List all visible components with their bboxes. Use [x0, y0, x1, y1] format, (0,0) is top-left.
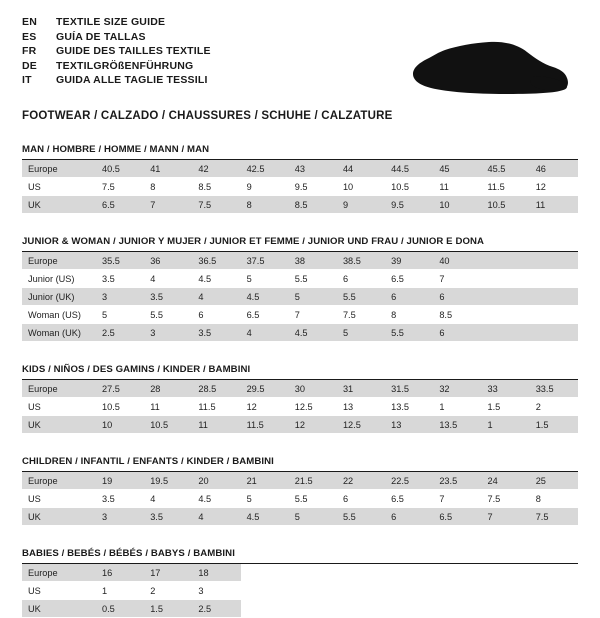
size-cell: 10.5 — [96, 398, 144, 416]
size-cell: 17 — [144, 564, 192, 582]
table-row — [22, 582, 578, 600]
table-row — [22, 288, 578, 306]
size-cell: 4 — [192, 508, 240, 526]
language-row — [22, 16, 211, 31]
size-cell: 10.5 — [482, 196, 530, 214]
size-cell: 25 — [530, 472, 578, 490]
size-cell: 38.5 — [337, 252, 385, 270]
size-cell — [289, 564, 337, 582]
size-cell: 5.5 — [385, 324, 433, 342]
size-cell: 5.5 — [337, 288, 385, 306]
size-cell — [241, 582, 289, 600]
size-cell: 5 — [337, 324, 385, 342]
size-cell: 5 — [289, 288, 337, 306]
size-cell: 21 — [241, 472, 289, 490]
size-cell: 37.5 — [241, 252, 289, 270]
size-cell — [530, 288, 578, 306]
table-row — [22, 490, 578, 508]
size-cell — [482, 582, 530, 600]
size-cell: 10.5 — [144, 416, 192, 434]
size-cell: 8 — [385, 306, 433, 324]
size-cell: 5.5 — [144, 306, 192, 324]
size-cell: 4.5 — [241, 288, 289, 306]
size-cell: 11.5 — [482, 178, 530, 196]
size-cell: 8 — [241, 196, 289, 214]
language-title: TEXTILE SIZE GUIDE — [56, 16, 166, 28]
size-cell: 3.5 — [96, 490, 144, 508]
size-cell — [530, 324, 578, 342]
size-cell: 35.5 — [96, 252, 144, 270]
size-cell: 10 — [433, 196, 481, 214]
size-cell: 4 — [241, 324, 289, 342]
size-cell: 19.5 — [144, 472, 192, 490]
table-row — [22, 160, 578, 178]
language-title: GUÍA DE TALLAS — [56, 30, 146, 43]
size-cell: 3 — [192, 582, 240, 600]
size-cell: 11.5 — [192, 398, 240, 416]
size-cell: 3.5 — [96, 270, 144, 288]
size-cell: 28 — [144, 380, 192, 398]
size-cell: 32 — [433, 380, 481, 398]
size-cell: 4.5 — [192, 270, 240, 288]
size-cell: 5.5 — [289, 270, 337, 288]
size-cell — [337, 564, 385, 582]
size-cell — [433, 600, 481, 618]
size-cell — [433, 564, 481, 582]
size-cell: 6.5 — [433, 508, 481, 526]
size-table — [22, 252, 578, 342]
size-cell: 12 — [530, 178, 578, 196]
size-cell: 3.5 — [144, 508, 192, 526]
size-cell: 31.5 — [385, 380, 433, 398]
size-cell: 7 — [482, 508, 530, 526]
size-cell: 6.5 — [96, 196, 144, 214]
table-row — [22, 306, 578, 324]
size-cell: 40 — [433, 252, 481, 270]
size-cell: 3.5 — [192, 324, 240, 342]
size-cell: 6 — [192, 306, 240, 324]
language-code: EN — [22, 16, 37, 28]
size-cell: 2.5 — [96, 324, 144, 342]
size-cell: 28.5 — [192, 380, 240, 398]
size-cell: 7.5 — [96, 178, 144, 196]
size-cell: 45.5 — [482, 160, 530, 178]
size-cell: 4.5 — [192, 490, 240, 508]
size-cell: 6 — [385, 508, 433, 526]
row-label: US — [22, 490, 96, 508]
size-cell — [337, 600, 385, 618]
size-cell: 33.5 — [530, 380, 578, 398]
row-label: US — [22, 398, 96, 416]
size-cell: 7 — [289, 306, 337, 324]
row-label: UK — [22, 416, 96, 434]
row-label: Junior (UK) — [22, 288, 96, 306]
size-cell: 2 — [144, 582, 192, 600]
size-cell: 7.5 — [482, 490, 530, 508]
size-cell: 9.5 — [385, 196, 433, 214]
table-row — [22, 416, 578, 434]
size-cell — [530, 306, 578, 324]
dress-shoe-icon — [385, 32, 570, 104]
size-cell: 45 — [433, 160, 481, 178]
size-cell: 5.5 — [289, 490, 337, 508]
size-cell: 7 — [433, 490, 481, 508]
size-cell — [482, 270, 530, 288]
language-row — [22, 60, 211, 75]
row-label: US — [22, 178, 96, 196]
row-label: Woman (US) — [22, 306, 96, 324]
size-cell: 18 — [192, 564, 240, 582]
size-cell — [289, 600, 337, 618]
size-cell — [530, 600, 578, 618]
size-cell: 20 — [192, 472, 240, 490]
language-row — [22, 74, 211, 89]
size-cell: 6.5 — [241, 306, 289, 324]
size-cell: 4.5 — [289, 324, 337, 342]
size-cell: 4 — [144, 270, 192, 288]
size-cell: 8.5 — [289, 196, 337, 214]
size-cell: 6 — [433, 324, 481, 342]
size-cell: 6 — [337, 490, 385, 508]
size-cell: 12 — [289, 416, 337, 434]
size-cell: 11 — [192, 416, 240, 434]
size-cell: 38 — [289, 252, 337, 270]
table-row — [22, 178, 578, 196]
row-label: UK — [22, 196, 96, 214]
size-cell: 29.5 — [241, 380, 289, 398]
size-cell: 33 — [482, 380, 530, 398]
size-cell: 5 — [241, 490, 289, 508]
size-table — [22, 160, 578, 214]
size-section — [22, 144, 578, 214]
size-cell: 1.5 — [530, 416, 578, 434]
size-cell: 7 — [144, 196, 192, 214]
size-cell: 6 — [337, 270, 385, 288]
size-cell: 40.5 — [96, 160, 144, 178]
size-cell: 41 — [144, 160, 192, 178]
size-cell: 11 — [530, 196, 578, 214]
size-cell: 6 — [433, 288, 481, 306]
row-label: Europe — [22, 380, 96, 398]
size-cell: 5 — [96, 306, 144, 324]
size-cell: 6.5 — [385, 270, 433, 288]
size-cell: 1 — [482, 416, 530, 434]
size-cell: 24 — [482, 472, 530, 490]
size-cell: 1 — [433, 398, 481, 416]
section-title: BABIES / BEBÉS / BÉBÉS / BABYS / BAMBINI — [22, 548, 578, 564]
size-cell: 8 — [144, 178, 192, 196]
size-cell: 12 — [241, 398, 289, 416]
table-row — [22, 398, 578, 416]
size-cell: 7 — [433, 270, 481, 288]
size-cell: 36.5 — [192, 252, 240, 270]
size-cell: 13 — [385, 416, 433, 434]
size-cell: 4.5 — [241, 508, 289, 526]
table-row — [22, 472, 578, 490]
size-cell: 4 — [192, 288, 240, 306]
size-cell: 30 — [289, 380, 337, 398]
size-cell: 7.5 — [192, 196, 240, 214]
size-cell: 3 — [96, 508, 144, 526]
size-table — [22, 564, 578, 618]
row-label: Woman (UK) — [22, 324, 96, 342]
size-cell: 5 — [241, 270, 289, 288]
language-row — [22, 31, 211, 46]
size-cell — [482, 306, 530, 324]
size-sections — [22, 144, 578, 618]
row-label: Europe — [22, 472, 96, 490]
row-label: Europe — [22, 564, 96, 582]
size-cell — [241, 564, 289, 582]
section-title: JUNIOR & WOMAN / JUNIOR Y MUJER / JUNIOR ET FEMME / JUNIOR UND FRAU / JUNIOR E DONA — [22, 236, 578, 252]
language-code: FR — [22, 45, 37, 57]
size-cell: 12.5 — [289, 398, 337, 416]
size-cell — [530, 582, 578, 600]
language-title: TEXTILGRÖßENFÜHRUNG — [56, 59, 194, 72]
size-section — [22, 236, 578, 342]
row-label: Europe — [22, 252, 96, 270]
language-row — [22, 45, 211, 60]
size-cell: 3.5 — [144, 288, 192, 306]
size-cell: 5.5 — [337, 508, 385, 526]
size-cell: 43 — [289, 160, 337, 178]
size-cell: 4 — [144, 490, 192, 508]
size-cell — [337, 582, 385, 600]
table-row — [22, 380, 578, 398]
table-row — [22, 252, 578, 270]
size-cell: 42 — [192, 160, 240, 178]
size-cell: 11.5 — [241, 416, 289, 434]
size-cell: 9 — [337, 196, 385, 214]
size-section — [22, 456, 578, 526]
size-cell: 10 — [337, 178, 385, 196]
language-titles — [22, 16, 211, 89]
size-cell: 8.5 — [433, 306, 481, 324]
table-row — [22, 564, 578, 582]
size-cell — [385, 600, 433, 618]
size-cell: 3 — [96, 288, 144, 306]
section-title: MAN / HOMBRE / HOMME / MANN / MAN — [22, 144, 578, 160]
size-cell — [289, 582, 337, 600]
language-title: GUIDE DES TAILLES TEXTILE — [56, 45, 211, 57]
row-label: Europe — [22, 160, 96, 178]
size-cell: 6.5 — [385, 490, 433, 508]
table-row — [22, 270, 578, 288]
size-cell: 22 — [337, 472, 385, 490]
language-code: DE — [22, 59, 37, 72]
size-cell: 13.5 — [385, 398, 433, 416]
size-cell — [433, 582, 481, 600]
size-cell: 2.5 — [192, 600, 240, 618]
size-cell: 36 — [144, 252, 192, 270]
footwear-category-title: FOOTWEAR / CALZADO / CHAUSSURES / SCHUHE / CALZATURE — [22, 110, 393, 122]
size-cell: 39 — [385, 252, 433, 270]
size-table — [22, 380, 578, 434]
size-cell: 13 — [337, 398, 385, 416]
size-cell: 8 — [530, 490, 578, 508]
language-code: ES — [22, 30, 37, 43]
size-cell: 9 — [241, 178, 289, 196]
size-cell: 31 — [337, 380, 385, 398]
row-label: UK — [22, 508, 96, 526]
language-code: IT — [22, 74, 32, 86]
size-cell: 10.5 — [385, 178, 433, 196]
size-cell: 11 — [433, 178, 481, 196]
size-cell: 12.5 — [337, 416, 385, 434]
section-title: CHILDREN / INFANTIL / ENFANTS / KINDER / BAMBINI — [22, 456, 578, 472]
size-cell — [241, 600, 289, 618]
size-cell: 6 — [385, 288, 433, 306]
size-cell — [385, 564, 433, 582]
row-label: UK — [22, 600, 96, 618]
size-cell: 1.5 — [482, 398, 530, 416]
size-cell: 10 — [96, 416, 144, 434]
size-cell — [482, 564, 530, 582]
size-cell: 42.5 — [241, 160, 289, 178]
size-table — [22, 472, 578, 526]
size-cell: 5 — [289, 508, 337, 526]
size-cell: 22.5 — [385, 472, 433, 490]
size-cell: 13.5 — [433, 416, 481, 434]
size-cell — [482, 288, 530, 306]
size-cell: 27.5 — [96, 380, 144, 398]
size-cell: 8.5 — [192, 178, 240, 196]
size-cell — [482, 600, 530, 618]
size-cell — [385, 582, 433, 600]
size-section — [22, 548, 578, 618]
document-header — [22, 16, 578, 102]
size-cell: 46 — [530, 160, 578, 178]
size-cell: 23.5 — [433, 472, 481, 490]
table-row — [22, 600, 578, 618]
row-label: Junior (US) — [22, 270, 96, 288]
table-row — [22, 508, 578, 526]
size-cell: 7.5 — [337, 306, 385, 324]
size-cell: 1.5 — [144, 600, 192, 618]
size-cell: 21.5 — [289, 472, 337, 490]
size-cell: 0.5 — [96, 600, 144, 618]
size-cell — [482, 252, 530, 270]
language-title: GUIDA ALLE TAGLIE TESSILI — [56, 74, 208, 86]
row-label: US — [22, 582, 96, 600]
size-cell — [530, 270, 578, 288]
size-cell: 44 — [337, 160, 385, 178]
size-cell: 19 — [96, 472, 144, 490]
size-cell: 2 — [530, 398, 578, 416]
size-cell — [530, 564, 578, 582]
size-cell: 11 — [144, 398, 192, 416]
size-section — [22, 364, 578, 434]
table-row — [22, 196, 578, 214]
size-cell: 44.5 — [385, 160, 433, 178]
section-title: KIDS / NIÑOS / DES GAMINS / KINDER / BAMBINI — [22, 364, 578, 380]
size-cell: 1 — [96, 582, 144, 600]
size-cell: 9.5 — [289, 178, 337, 196]
size-cell: 16 — [96, 564, 144, 582]
size-cell — [530, 252, 578, 270]
size-cell: 7.5 — [530, 508, 578, 526]
table-row — [22, 324, 578, 342]
size-cell: 3 — [144, 324, 192, 342]
size-cell — [482, 324, 530, 342]
